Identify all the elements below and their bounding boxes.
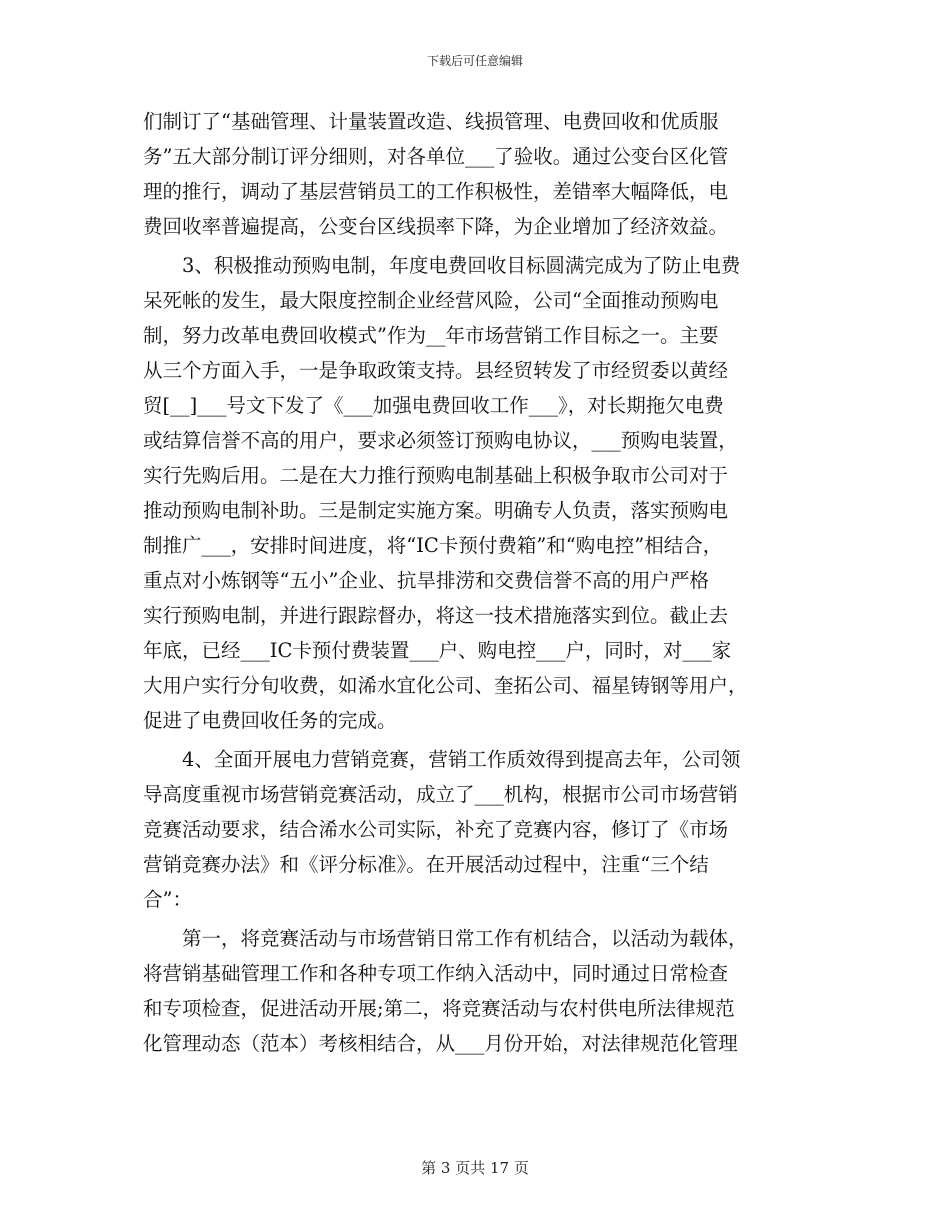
text-line: 们制订了“基础管理、计量装置改造、线损管理、电费回收和优质服 [143, 110, 719, 133]
text-line: 费回收率普遍提高，公变台区线损率下降，为企业增加了经济效益。 [143, 215, 729, 238]
text-line: 理的推行，调动了基层营销员工的工作积极性，差错率大幅降低，电 [143, 180, 729, 203]
document-body [143, 104, 823, 1061]
text-line: 务”五大部分制订评分细则，对各单位___了验收。通过公变台区化管 [143, 145, 729, 168]
text-line: 贸[__]___号文下发了《___加强电费回收工作___》，对长期拖欠电费 [143, 394, 724, 417]
text-line: 推动预购电制补助。三是制定实施方案。明确专人负责，落实预购电 [143, 499, 729, 522]
text-line: 实行先购后用。二是在大力推行预购电制基础上积极争取市公司对于 [143, 464, 729, 487]
text-line: 竞赛活动要求，结合浠水公司实际，补充了竞赛内容，修订了《市场 [143, 818, 729, 841]
text-line: 第一，将竞赛活动与市场营销日常工作有机结合，以活动为载体， [143, 927, 748, 950]
text-line: 或结算信誉不高的用户，要求必须签订预购电协议，___预购电装置， [143, 429, 738, 452]
text-line: 大用户实行分旬收费，如浠水宜化公司、奎拓公司、福星铸钢等用户， [143, 674, 748, 697]
text-line: 实行预购电制，并进行跟踪督办，将这一技术措施落实到位。截止去 [143, 604, 729, 627]
text-line: 年底，已经___IC卡预付费装置___户、购电控___户，同时，对___家 [143, 639, 732, 662]
text-line: 将营销基础管理工作和各种专项工作纳入活动中，同时通过日常检查 [143, 962, 729, 985]
text-line: 重点对小炼钢等“五小”企业、抗旱排涝和交费信誉不高的用户严格 [143, 569, 709, 592]
text-line: 促进了电费回收任务的完成。 [143, 709, 397, 732]
text-line: 营销竞赛办法》和《评分标准》。在开展活动过程中，注重“三个结 [143, 853, 709, 876]
paragraph-first-second [143, 921, 823, 1061]
text-line: 和专项检查，促进活动开展;第二，将竞赛活动与农村供电所法律规范 [143, 997, 735, 1020]
text-line: 4、全面开展电力营销竞赛，营销工作质效得到提高去年，公司领 [143, 748, 741, 771]
paragraph-continuation [143, 104, 823, 244]
paragraph-prepaid-electricity [143, 248, 823, 738]
text-line: 3、积极推动预购电制，年度电费回收目标圆满完成为了防止电费 [143, 254, 741, 277]
page-header: 下载后可任意编辑 [426, 54, 523, 68]
text-line: 导高度重视市场营销竞赛活动，成立了___机构，根据市公司市场营销 [143, 783, 738, 806]
paragraph-marketing-competition [143, 742, 823, 917]
text-line: 呆死帐的发生，最大限度控制企业经营风险，公司“全面推动预购电 [143, 289, 719, 312]
text-line: 制，努力改革电费回收模式”作为__年市场营销工作目标之一。主要 [143, 324, 719, 347]
text-line: 化管理动态（范本）考核相结合，从___月份开始，对法律规范化管理 [143, 1032, 738, 1055]
text-line: 从三个方面入手，一是争取政策支持。县经贸转发了市经贸委以黄经 [143, 359, 729, 382]
text-line: 制推广___，安排时间进度，将“IC卡预付费箱”和“购电控”相结合， [143, 534, 723, 557]
page-footer: 第 3 页共 17 页 [421, 1159, 529, 1177]
text-line: 合”： [143, 888, 192, 911]
